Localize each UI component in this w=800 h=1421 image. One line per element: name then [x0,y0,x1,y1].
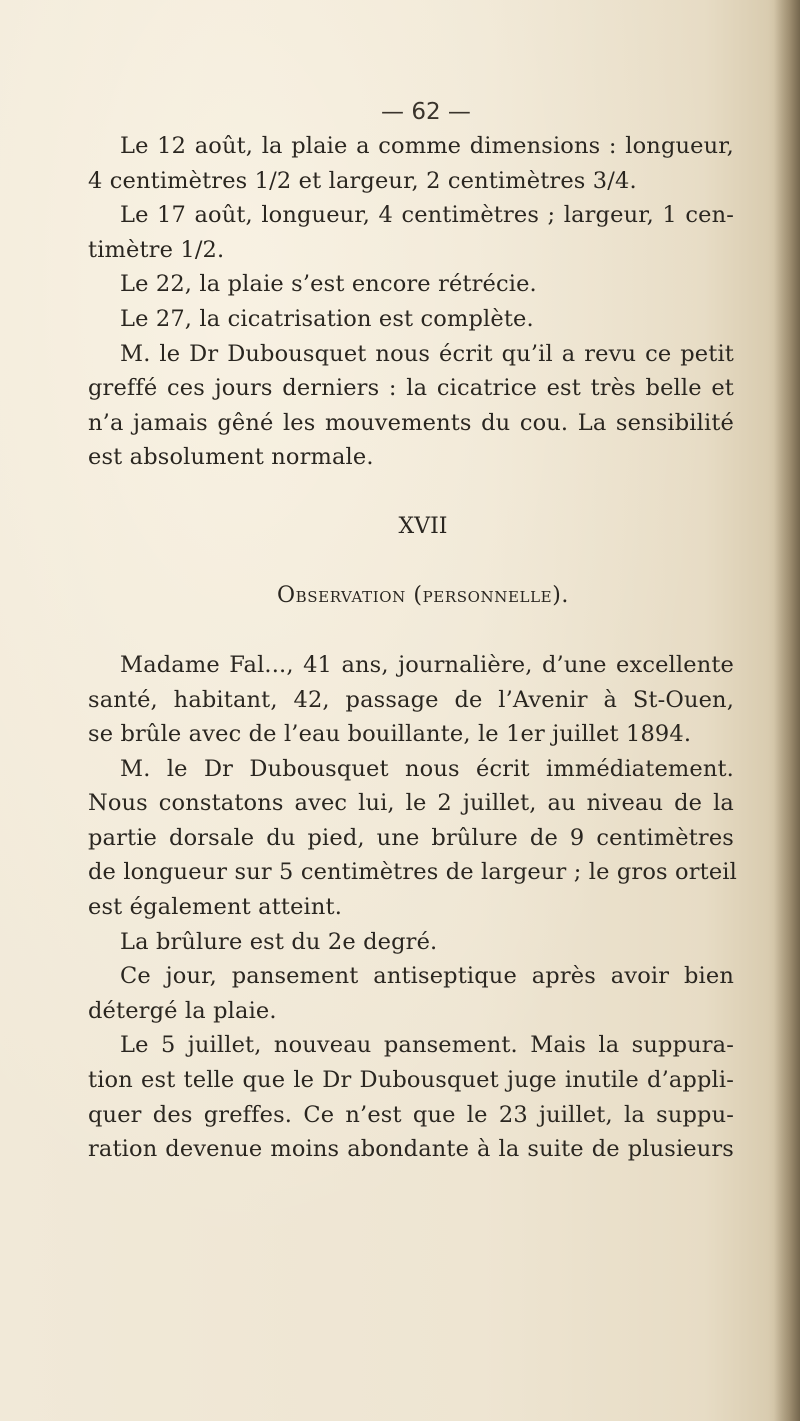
text-line: M. le Dr Dubousquet nous écrit immédiatement. [120,755,734,782]
text-line: La brûlure est du 2e degré. [120,928,438,955]
paragraph [88,337,734,475]
page-edge-shadow [774,0,800,1421]
text-line: est également atteint. [88,894,343,921]
text-line: de longueur sur 5 centimètres de largeur ; le gros orteil [88,859,737,886]
text-line: 4 centimètres 1/2 et largeur, 2 centimètres 3/4. [88,167,637,194]
paragraph [88,129,734,198]
paragraph [88,959,734,1028]
paragraph [88,267,734,302]
text-line: Le 12 août, la plaie a comme dimensions : longueur, [120,133,734,159]
paragraph [88,198,734,267]
page-number: — 62 — [381,99,471,125]
paragraph [88,648,734,752]
text-line: greffé ces jours derniers : la cicatrice est très belle et [88,375,734,402]
text-line: Madame Fal..., 41 ans, journalière, d’une excellente [120,651,734,678]
spacer [88,475,734,510]
section-number: XVII [398,513,448,539]
text-line: est absolument normale. [88,444,374,471]
text-line: santé, habitant, 42, passage de l’Avenir à St-Ouen, [88,686,734,713]
text-line: détergé la plaie. [88,997,277,1024]
text-line: n’a jamais gêné les mouvements du cou. La sensibilité [88,409,734,436]
text-line: Ce jour, pansement antiseptique après avoir bien [120,963,734,990]
spacer [88,613,734,648]
text-block [88,95,737,1167]
text-line: se brûle avec de l’eau bouillante, le 1er juillet 1894. [88,721,692,748]
text-line: quer des greffes. Ce n’est que le 23 juillet, la suppu- [88,1101,734,1128]
text-line: timètre 1/2. [88,236,225,263]
spacer [88,544,734,579]
text-line: Le 5 juillet, nouveau pansement. Mais la suppura- [120,1032,734,1059]
text-line: Nous constatons avec lui, le 2 juillet, au niveau de la [88,790,734,817]
paragraph [88,925,734,960]
section-heading: Observation (personnelle). [277,582,569,608]
paragraph [88,752,737,925]
text-line: Le 27, la cicatrisation est complète. [120,305,534,332]
text-line: Le 17 août, longueur, 4 centimètres ; largeur, 1 cen- [120,202,734,229]
paragraph [88,1028,734,1166]
text-line: Le 22, la plaie s’est encore rétrécie. [120,271,537,298]
text-line: tion est telle que le Dr Dubousquet juge inutile d’appli- [88,1067,734,1094]
text-line: M. le Dr Dubousquet nous écrit qu’il a revu ce petit [120,340,734,367]
text-line: partie dorsale du pied, une brûlure de 9 centimètres [88,824,734,851]
paragraph [88,302,734,337]
text-line: ration devenue moins abondante à la suite de plusieurs [88,1136,734,1163]
